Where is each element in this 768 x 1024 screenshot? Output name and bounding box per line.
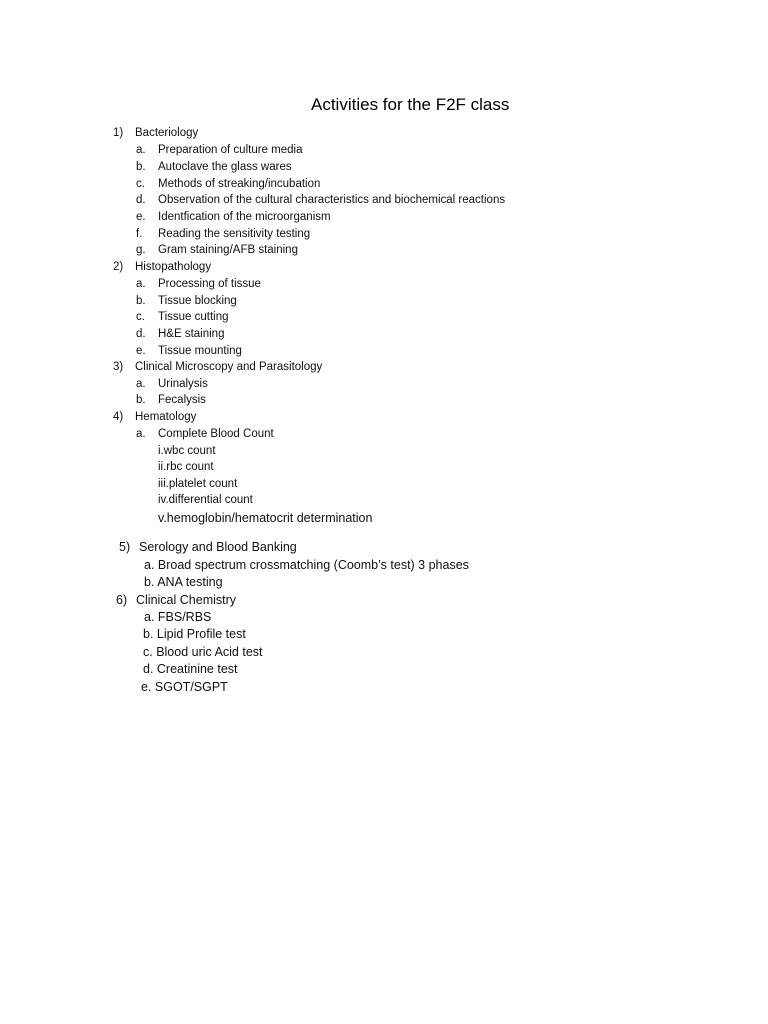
list-item: Tissue blocking: [158, 295, 237, 307]
item-marker: a.: [136, 144, 146, 156]
list-item: b. ANA testing: [144, 575, 223, 589]
section-number: 1): [113, 127, 124, 139]
list-item: Processing of tissue: [158, 278, 261, 290]
item-marker: a.: [136, 278, 146, 290]
list-item: c. Blood uric Acid test: [143, 645, 263, 659]
list-item: b. Lipid Profile test: [143, 627, 246, 641]
section-number: 5): [119, 540, 131, 554]
list-item: a. FBS/RBS: [144, 610, 212, 624]
section-heading: Hematology: [135, 411, 197, 423]
sub-list-item: ii.rbc count: [158, 461, 214, 473]
sub-list-item: v.hemoglobin/hematocrit determination: [158, 511, 373, 525]
list-item: H&E staining: [158, 328, 225, 340]
list-item: Methods of streaking/incubation: [158, 178, 321, 190]
item-marker: d.: [136, 194, 146, 206]
list-item: Identfication of the microorganism: [158, 211, 331, 223]
section-heading: Bacteriology: [135, 127, 199, 139]
list-item: d. Creatinine test: [143, 662, 238, 676]
section-number: 4): [113, 411, 124, 423]
list-item: Gram staining/AFB staining: [158, 244, 298, 256]
list-item: a. Broad spectrum crossmatching (Coomb’s test) 3 phases: [144, 558, 469, 572]
item-marker: e.: [136, 345, 146, 357]
list-item: Autoclave the glass wares: [158, 161, 292, 173]
item-marker: e.: [136, 211, 146, 223]
list-item: Preparation of culture media: [158, 144, 303, 156]
item-marker: g.: [136, 244, 146, 256]
sub-list-item: iii.platelet count: [158, 478, 238, 490]
list-item: Tissue mounting: [158, 345, 242, 357]
item-marker: c.: [136, 178, 145, 190]
section-heading: Serology and Blood Banking: [139, 540, 297, 554]
item-marker: a.: [136, 378, 146, 390]
section-heading: Clinical Microscopy and Parasitology: [135, 361, 323, 373]
section-heading: Clinical Chemistry: [136, 593, 237, 607]
sub-list-item: iv.differential count: [158, 494, 253, 506]
item-marker: c.: [136, 311, 145, 323]
list-item: Reading the sensitivity testing: [158, 228, 311, 240]
list-item: Complete Blood Count: [158, 428, 274, 440]
item-marker: b.: [136, 295, 146, 307]
item-marker: b.: [136, 394, 146, 406]
item-marker: b.: [136, 161, 146, 173]
section-number: 3): [113, 361, 124, 373]
list-item: Fecalysis: [158, 394, 206, 406]
item-marker: d.: [136, 328, 146, 340]
page-title: Activities for the F2F class: [311, 95, 510, 114]
sub-list-item: i.wbc count: [158, 445, 216, 457]
section-number: 2): [113, 261, 124, 273]
section-heading: Histopathology: [135, 261, 212, 273]
section-number: 6): [116, 593, 128, 607]
list-item: e. SGOT/SGPT: [141, 680, 228, 694]
list-item: Urinalysis: [158, 378, 208, 390]
list-item: Tissue cutting: [158, 311, 229, 323]
list-item: Observation of the cultural characteristics and biochemical reactions: [158, 194, 506, 206]
item-marker: a.: [136, 428, 146, 440]
item-marker: f.: [136, 228, 143, 240]
